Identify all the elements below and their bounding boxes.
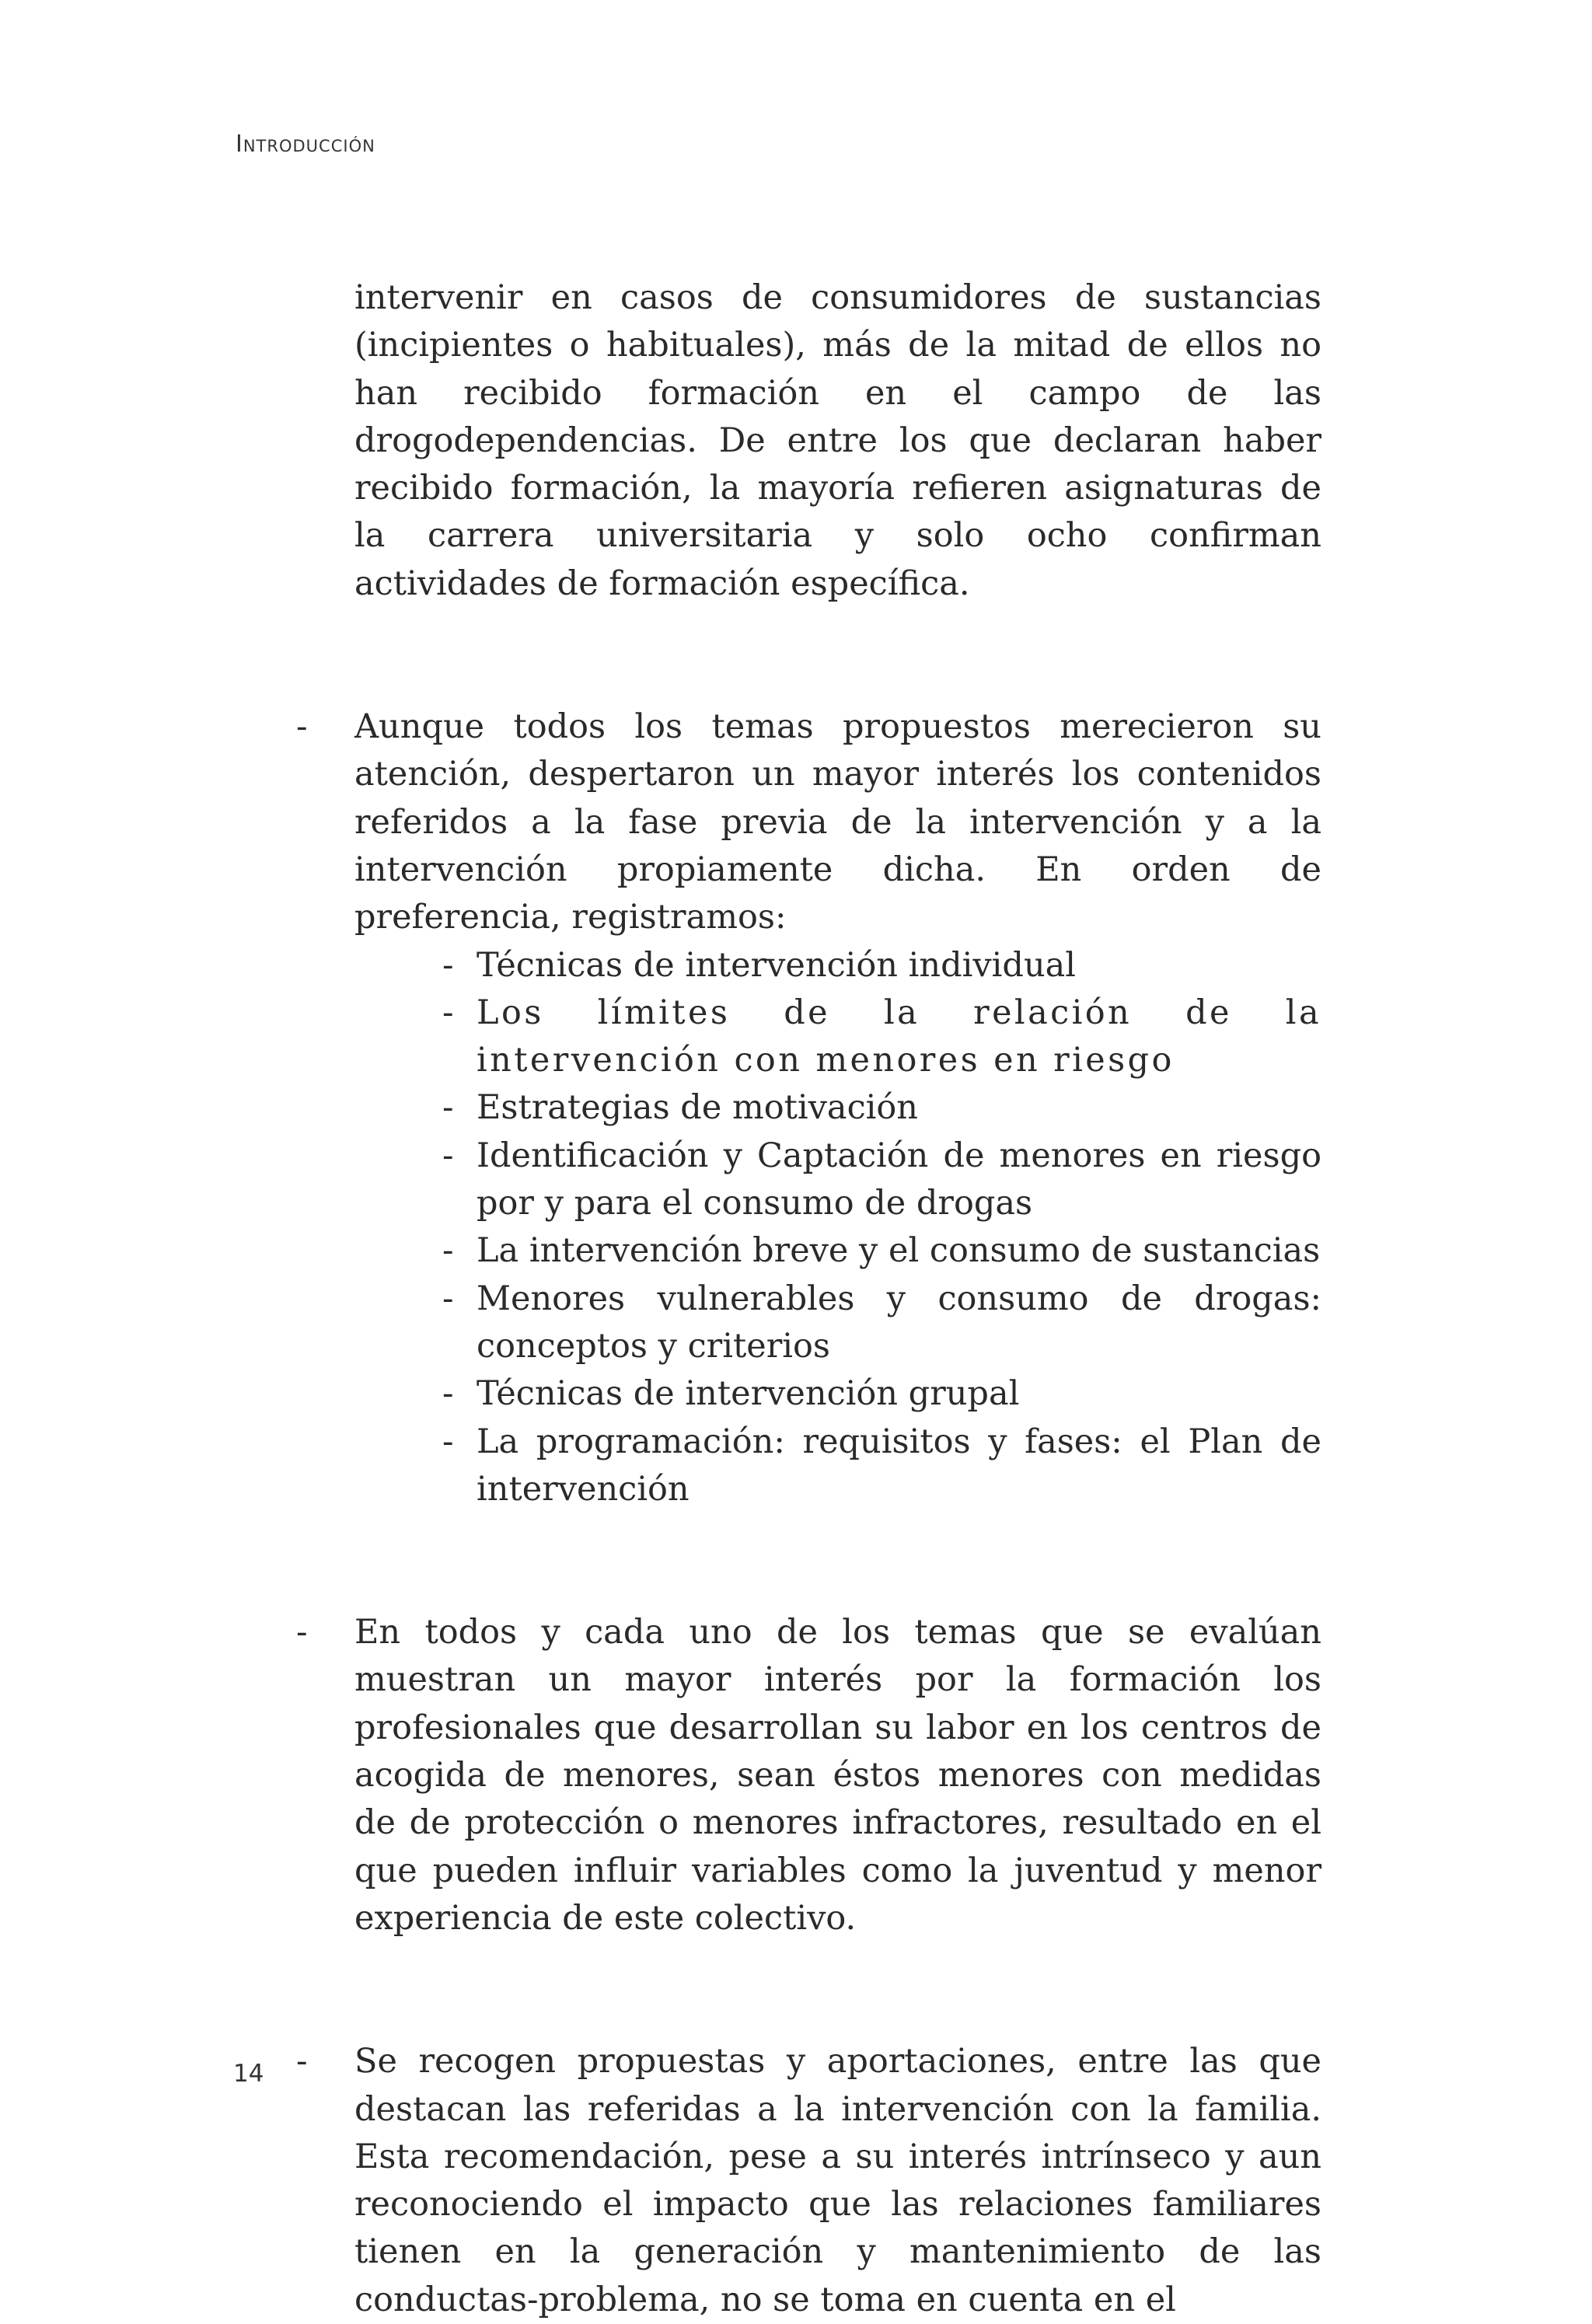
body-text (0, 274, 1592, 2324)
sub-list-item-text: Técnicas de intervención grupal (477, 1374, 1020, 1414)
sub-list-dash: - (442, 1231, 454, 1271)
sub-list-item (442, 1275, 1321, 1371)
sub-list-dash: - (442, 1088, 454, 1128)
sub-list-item (442, 1418, 1321, 1514)
sub-list-item-text: Estrategias de motivación (477, 1088, 918, 1128)
sub-list-item-text: Identificación y Captación de menores en riesgo por y para el consumo de drogas (477, 1136, 1321, 1223)
sub-list-dash: - (442, 993, 456, 1032)
bullet-item (296, 703, 1321, 1513)
sub-list-item (442, 1084, 1321, 1132)
sub-list-item-text: La programación: requisitos y fases: el Plan de intervención (477, 1422, 1321, 1509)
bullet-text: Aunque todos los temas propuestos merecieron su atención, despertaron un mayor interés los contenidos referidos a la fase previa de la intervención y a la intervención propiamente dicha. En orden de preferencia, registramos: (354, 707, 1321, 937)
sub-list-item-text: Los límites de la relación de la intervención con menores en riesgo (477, 993, 1321, 1080)
sub-list-item (442, 989, 1321, 1085)
bullet-dash: - (296, 707, 308, 747)
page-number: 14 (233, 2060, 264, 2088)
sub-list-item (442, 1227, 1321, 1275)
sub-list-dash: - (442, 1136, 454, 1175)
sub-list-item-text: Menores vulnerables y consumo de drogas: conceptos y criterios (477, 1279, 1321, 1366)
sub-list-item-text: Técnicas de intervención individual (477, 945, 1077, 985)
running-head: Introducción (236, 131, 375, 158)
bullet-item (296, 2038, 1321, 2324)
bullet-text: En todos y cada uno de los temas que se evalúan muestran un mayor interés por la formación los profesionales que desarrollan su labor en los centros de acogida de menores, sean éstos menores con medidas de de protección o menores infractores, resultado en el que pueden influir variables como la juventud y menor experiencia de este colectivo. (354, 1613, 1321, 1938)
sub-list-item (442, 1370, 1321, 1418)
bullet-item (296, 1609, 1321, 1942)
sub-list-dash: - (442, 1279, 454, 1318)
sub-list-item-text: La intervención breve y el consumo de sustancias (477, 1231, 1321, 1271)
bullet-dash: - (296, 2042, 308, 2081)
bullet-text: Se recogen propuestas y aportaciones, entre las que destacan las referidas a la intervención con la familia. Esta recomendación, pese a su interés intrínseco y aun reconociendo el impacto que las relaciones familiares tienen en la generación y mantenimiento de las conductas-problema, no se toma en cuenta en el (354, 2042, 1321, 2319)
sub-list-dash: - (442, 945, 454, 985)
preference-list (354, 942, 1321, 1514)
sub-list-item (442, 942, 1321, 989)
sub-list-dash: - (442, 1422, 454, 1461)
continuation-paragraph-block (354, 274, 1321, 608)
continuation-paragraph: intervenir en casos de consumidores de sustancias (incipientes o habituales), más de la mitad de ellos no han recibido formación en el campo de las drogodependencias. De entre los que declaran haber recibido formación, la mayoría refieren asignaturas de la carrera universitaria y solo ocho confirman actividades de formación específica. (354, 278, 1321, 603)
sub-list-item (442, 1132, 1321, 1228)
sub-list-dash: - (442, 1374, 454, 1414)
bullet-dash: - (296, 1613, 308, 1652)
